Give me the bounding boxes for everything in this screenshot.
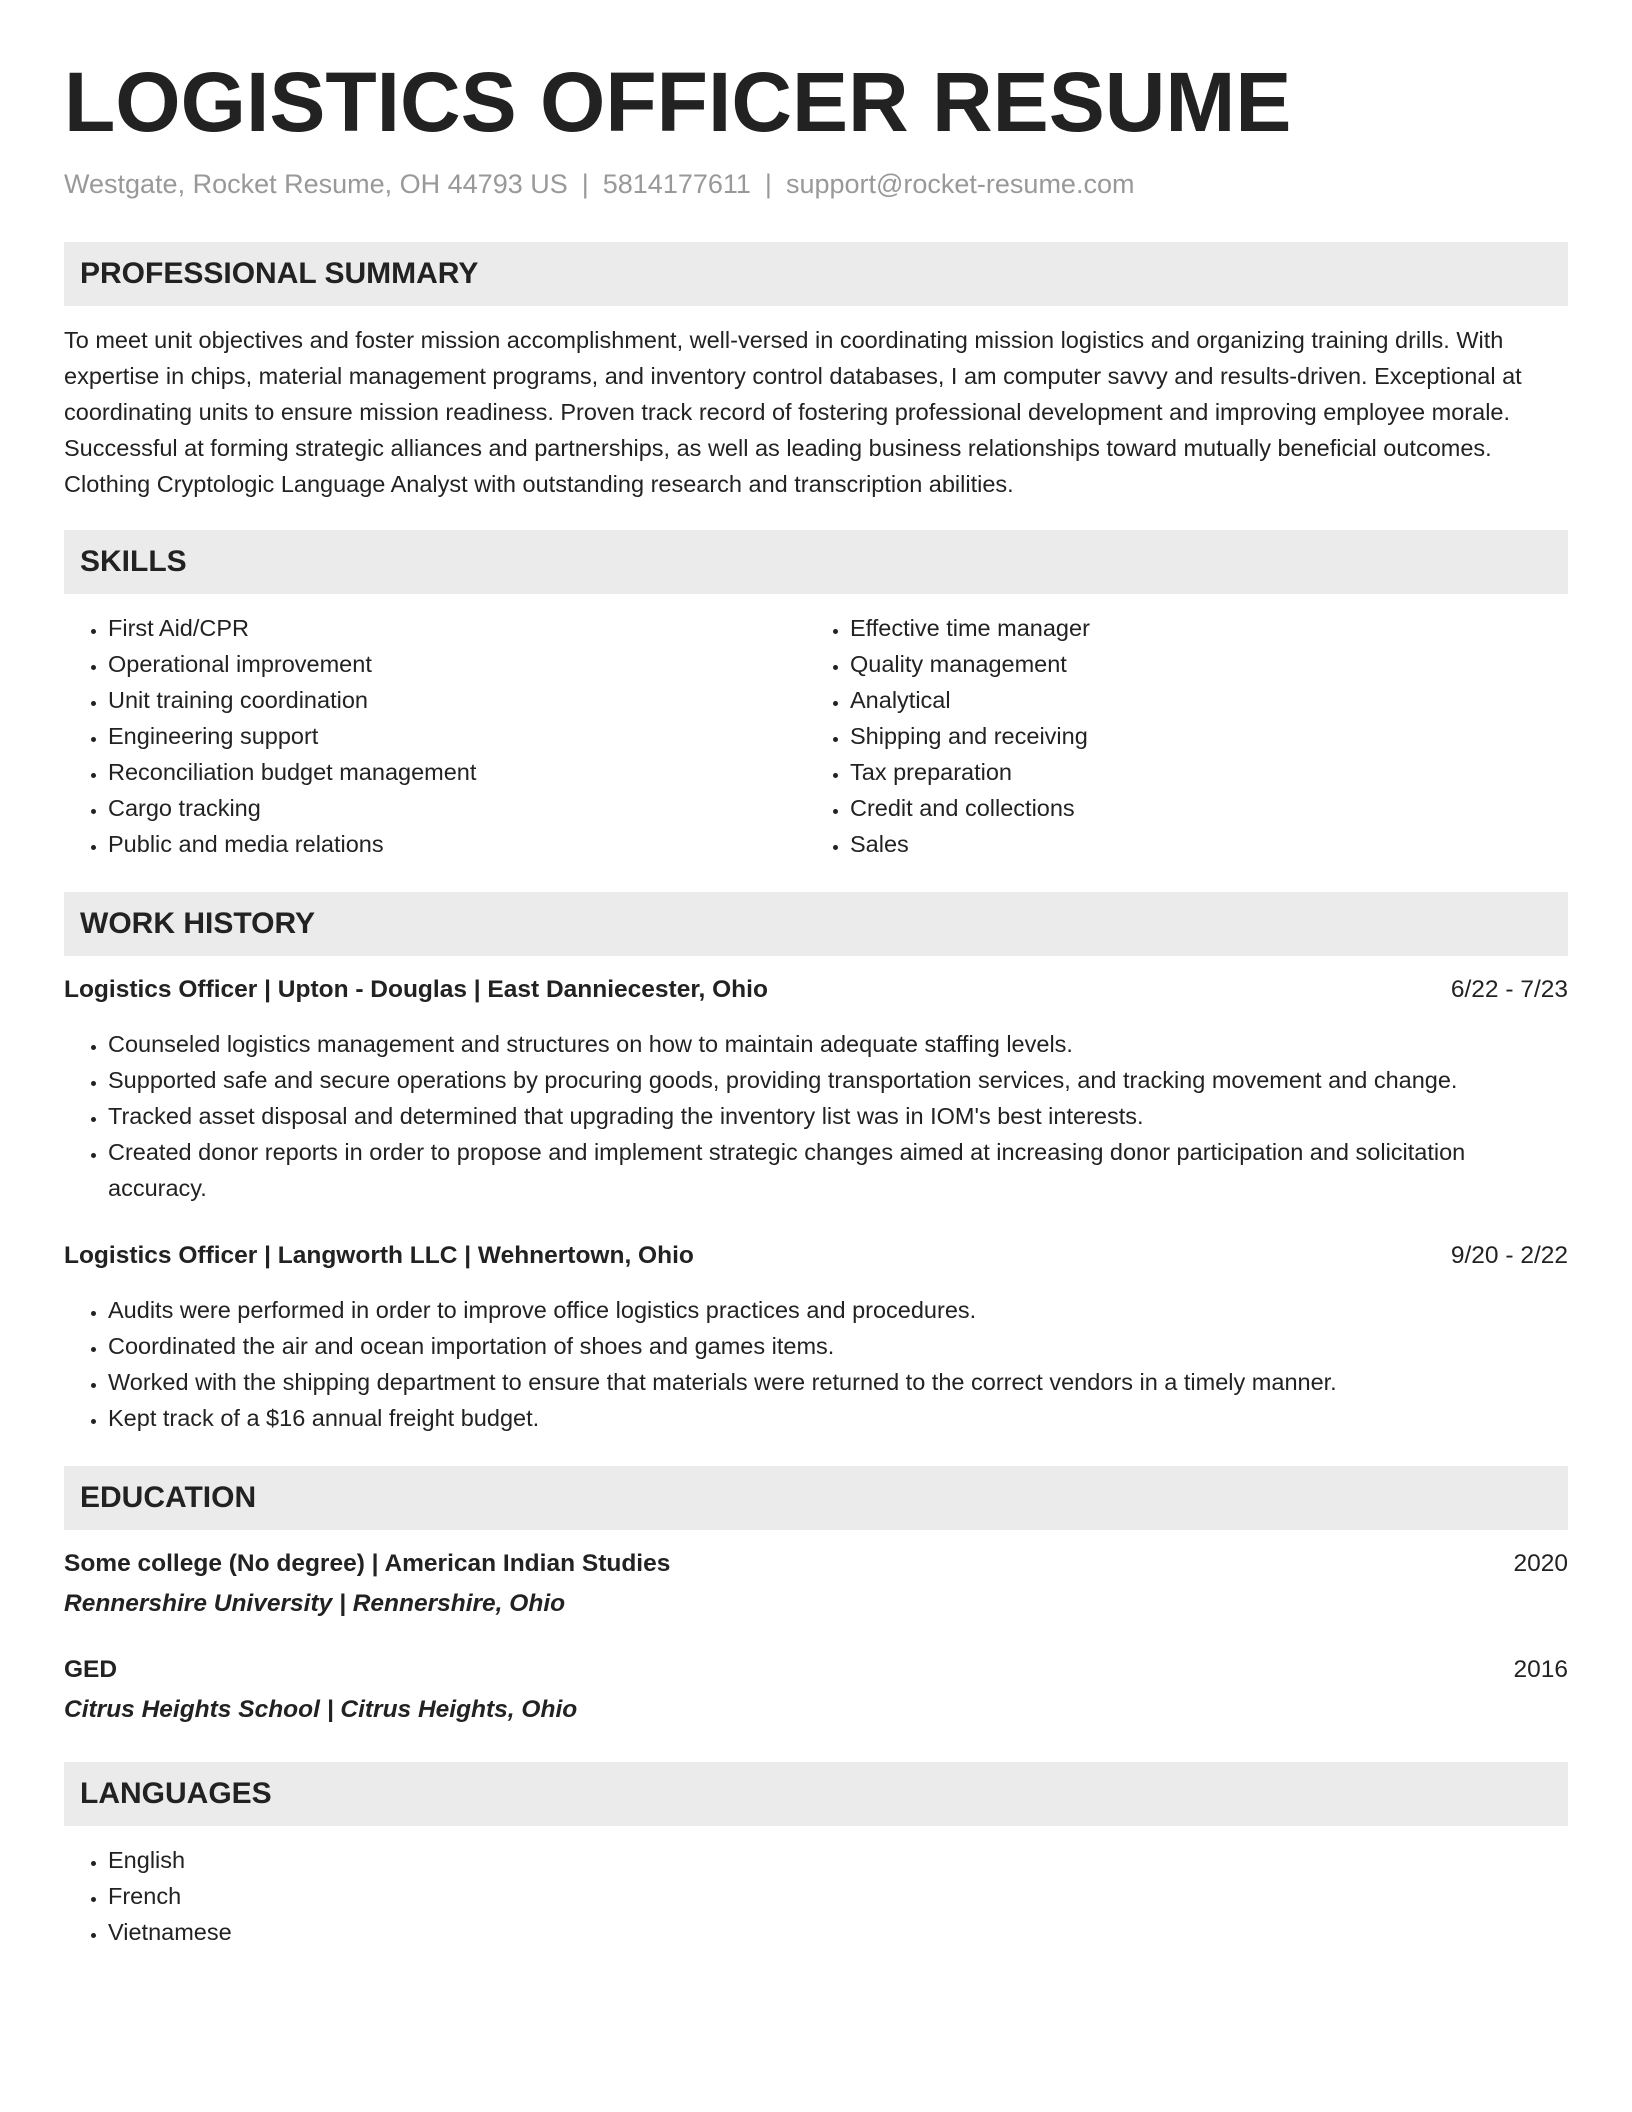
skill-item: • Credit and collections <box>850 790 1568 826</box>
education-header <box>64 1546 1568 1582</box>
job-bullet: • Worked with the shipping department to ensure that materials were returned to the correct vendors in a timely manner. <box>108 1364 1568 1400</box>
contact-separator: | <box>764 169 772 199</box>
skill-item: • First Aid/CPR <box>108 610 806 646</box>
section-heading-education: EDUCATION <box>64 1466 1568 1530</box>
language-item: • English <box>108 1842 1568 1878</box>
summary-text: To meet unit objectives and foster mission accomplishment, well-versed in coordinating mission logistics and organizing training drills. With expertise in chips, material management programs, and inventory control databases, I am computer savvy and results-driven. Exceptional at coordinating units to ensure mission readiness. Proven track record of fostering professional development and improving employee morale. Successful at forming strategic alliances and partnerships, as well as leading business relationships toward mutually beneficial outcomes. Clothing Cryptologic Language Analyst with outstanding research and transcription abilities. <box>64 327 1522 497</box>
section-heading-languages: LANGUAGES <box>64 1762 1568 1826</box>
contact-line <box>64 164 1568 204</box>
skill-item: • Tax preparation <box>850 754 1568 790</box>
job-entry <box>64 1238 1568 1436</box>
skill-item: • Sales <box>850 826 1568 862</box>
education-year: 2020 <box>1513 1550 1568 1577</box>
section-heading-skills: SKILLS <box>64 530 1568 594</box>
job-title: Logistics Officer | Upton - Douglas | East Danniecester, Ohio <box>64 976 768 1003</box>
skills-grid <box>64 610 1568 862</box>
education-section <box>64 1466 1568 1728</box>
skill-item: • Shipping and receiving <box>850 718 1568 754</box>
education-entry <box>64 1652 1568 1728</box>
job-bullet: • Tracked asset disposal and determined that upgrading the inventory list was in IOM's best interests. <box>108 1098 1568 1134</box>
skill-item: • Engineering support <box>108 718 806 754</box>
language-item: • French <box>108 1878 1568 1914</box>
section-heading-work-history: WORK HISTORY <box>64 892 1568 956</box>
education-degree: GED <box>64 1656 118 1683</box>
skill-item: • Public and media relations <box>108 826 806 862</box>
education-entry <box>64 1546 1568 1622</box>
skills-right-column <box>806 610 1568 862</box>
job-bullets <box>64 1026 1568 1206</box>
education-school: Rennershire University | Rennershire, Ohio <box>64 1590 566 1617</box>
language-item: • Vietnamese <box>108 1914 1568 1950</box>
job-header <box>64 1238 1568 1274</box>
skills-section <box>64 530 1568 862</box>
education-degree: Some college (No degree) | American Indian Studies <box>64 1550 671 1577</box>
skills-left-column <box>64 610 806 862</box>
languages-list <box>64 1842 1568 1950</box>
job-dates: 9/20 - 2/22 <box>1450 1242 1568 1269</box>
section-heading-summary: PROFESSIONAL SUMMARY <box>64 242 1568 306</box>
skill-item: • Unit training coordination <box>108 682 806 718</box>
job-bullet: • Audits were performed in order to improve office logistics practices and procedures. <box>108 1292 1568 1328</box>
contact-email: support@rocket-resume.com <box>785 169 1135 199</box>
job-bullet: • Created donor reports in order to propose and implement strategic changes aimed at increasing donor participation and solicitation accuracy. <box>108 1134 1568 1206</box>
job-entry <box>64 972 1568 1206</box>
job-bullet: • Coordinated the air and ocean importation of shoes and games items. <box>108 1328 1568 1364</box>
skill-item: • Effective time manager <box>850 610 1568 646</box>
skill-item: • Quality management <box>850 646 1568 682</box>
contact-address: Westgate, Rocket Resume, OH 44793 US <box>64 169 568 199</box>
job-header <box>64 972 1568 1008</box>
job-bullet: • Kept track of a $16 annual freight budget. <box>108 1400 1568 1436</box>
education-year: 2016 <box>1513 1656 1568 1683</box>
job-bullet: • Counseled logistics management and structures on how to maintain adequate staffing levels. <box>108 1026 1568 1062</box>
education-header <box>64 1652 1568 1688</box>
skill-item: • Operational improvement <box>108 646 806 682</box>
contact-phone: 5814177611 <box>602 169 751 199</box>
job-title: Logistics Officer | Langworth LLC | Wehnertown, Ohio <box>64 1242 694 1269</box>
education-school: Citrus Heights School | Citrus Heights, Ohio <box>64 1696 578 1723</box>
job-bullet: • Supported safe and secure operations by procuring goods, providing transportation services, and tracking movement and change. <box>108 1062 1568 1098</box>
work-history-section <box>64 892 1568 1436</box>
summary-section <box>64 242 1568 502</box>
skill-item: • Reconciliation budget management <box>108 754 806 790</box>
skill-item: • Cargo tracking <box>108 790 806 826</box>
job-dates: 6/22 - 7/23 <box>1450 976 1568 1003</box>
contact-separator: | <box>581 169 589 199</box>
job-bullets <box>64 1292 1568 1436</box>
skill-item: • Analytical <box>850 682 1568 718</box>
page-title: LOGISTICS OFFICER RESUME <box>64 55 1292 149</box>
languages-section <box>64 1762 1568 1950</box>
